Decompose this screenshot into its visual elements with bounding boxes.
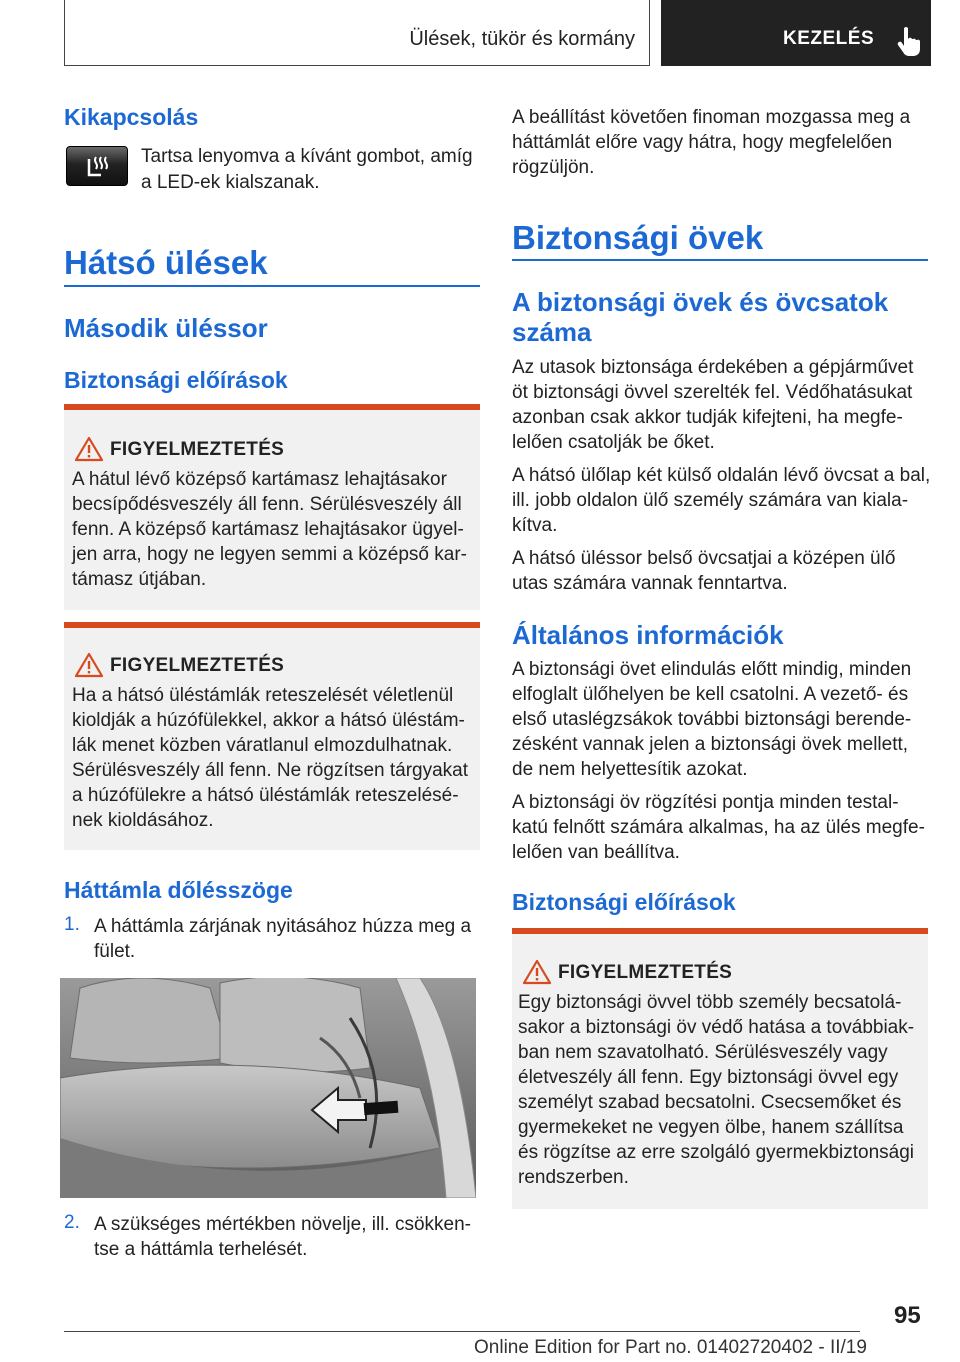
step-1-line-2: fület. — [94, 941, 136, 962]
step-2-line-1: A szükséges mértékben növelje, ill. csökken‐ — [94, 1214, 472, 1235]
general2-line: lelően van beállítva. — [512, 842, 680, 863]
edition-text: Online Edition for Part no. 01402720402 - II/19 — [474, 1337, 867, 1358]
hand-pointer-icon — [893, 24, 927, 58]
general2-line: katú felnőtt számára alkalmas, ha az ülés megfe‐ — [512, 817, 925, 838]
warning-line: Sérülésveszély áll fenn. Ne rögzítsen tárgyakat — [72, 760, 469, 781]
warning-line: gyermekeket ne vegyen ölbe, hanem szállítsa — [518, 1117, 904, 1138]
warning-triangle-icon — [522, 959, 552, 985]
rear-seat-illustration — [60, 978, 476, 1198]
sub-heading-second-row: Második üléssor — [64, 313, 268, 343]
intro-line: A beállítást követően finoman mozgassa meg a — [512, 107, 911, 128]
general-line: zésként vannak jelen a biztonsági övek mellett, — [512, 734, 909, 755]
step-1-line-1: A háttámla zárjának nyitásához húzza meg a — [94, 916, 472, 937]
warning-line: és rögzítse az erre szolgáló gyermekbiztonsági — [518, 1142, 915, 1163]
count-line: azonban csak akkor tudják kifejteni, ha megfe‐ — [512, 407, 903, 428]
safety-heading-right: Biztonsági előírások — [512, 889, 736, 915]
kikapcsolas-line-1: Tartsa lenyomva a kívánt gombot, amíg — [141, 146, 473, 167]
general-line: elfoglalt ülőhelyen be kell csatolni. A vezető- és — [512, 684, 909, 705]
warning-line: ban nem szavatolható. Sérülésveszély vagy — [518, 1042, 888, 1063]
count3-line: utas számára vannak fenntartva. — [512, 573, 788, 594]
warning-line: nek kioldásához. — [72, 810, 214, 831]
warning-title: FIGYELMEZTETÉS — [558, 962, 733, 983]
warning-line: fenn. A középső kartámasz lehajtásakor ügyel‐ — [72, 519, 464, 540]
warning-title: FIGYELMEZTETÉS — [110, 439, 285, 460]
section-heading-seatbelts: Biztonsági övek — [512, 219, 764, 256]
warning-box-1 — [64, 404, 480, 610]
kikapcsolas-line-2: a LED-ek kialszanak. — [141, 172, 320, 193]
warning-line: Ha a hátsó üléstámlák reteszelését véletlenül — [72, 685, 454, 706]
section-rule — [64, 285, 480, 287]
general-info-heading: Általános információk — [512, 620, 784, 650]
general-line: A biztonsági övet elindulás előtt mindig, minden — [512, 659, 912, 680]
step-number-1: 1. — [64, 914, 80, 935]
count-line: Az utasok biztonsága érdekében a gépjárművet — [512, 357, 914, 378]
section-rule — [512, 259, 928, 261]
safety-heading-left: Biztonsági előírások — [64, 367, 288, 393]
count-line: lelően csatolják be őket. — [512, 432, 715, 453]
warning-title: FIGYELMEZTETÉS — [110, 655, 285, 676]
kikapcsolas-heading: Kikapcsolás — [64, 104, 199, 130]
warning-line: támasz útjában. — [72, 569, 207, 590]
count2-line: kítva. — [512, 515, 558, 536]
footer-rule — [64, 1331, 860, 1332]
step-number-2: 2. — [64, 1212, 80, 1233]
header-section-box — [64, 0, 650, 66]
warning-line: rendszerben. — [518, 1167, 629, 1188]
warning-line: A hátul lévő középső kartámasz lehajtásakor — [72, 469, 447, 490]
warning-triangle-icon — [74, 436, 104, 462]
page-number: 95 — [894, 1302, 921, 1329]
count-heading-line-1: A biztonsági övek és övcsatok — [512, 287, 889, 317]
rear-seat-backrest-photo — [60, 978, 476, 1198]
backrest-heading: Háttámla dőlésszöge — [64, 877, 293, 903]
general-line: de nem helyettesítik azokat. — [512, 759, 748, 780]
count2-line: A hátsó ülőlap két külső oldalán lévő övcsat a bal, — [512, 465, 931, 486]
warning-triangle-icon — [74, 652, 104, 678]
count-line: öt biztonsági övvel szerelték fel. Védőhatásukat — [512, 382, 913, 403]
count-heading-line-2: száma — [512, 317, 592, 347]
count2-line: ill. jobb oldalon ülő személy számára van kiala‐ — [512, 490, 909, 511]
seat-heating-icon — [67, 147, 129, 187]
general2-line: A biztonsági öv rögzítési pontja minden testal‐ — [512, 792, 899, 813]
warning-line: személyt szabad becsatolni. Csecsemőket és — [518, 1092, 902, 1113]
general-line: első utaslégzsákok további biztonsági berende‐ — [512, 709, 912, 730]
intro-line: rögzüljön. — [512, 157, 595, 178]
warning-line: Egy biztonsági övvel több személy becsatolá‐ — [518, 992, 902, 1013]
step-2-line-2: tse a háttámla terhelését. — [94, 1239, 308, 1260]
section-heading-rear-seats: Hátsó ülések — [64, 244, 268, 281]
header-chapter-box — [661, 0, 931, 66]
warning-line: kioldják a húzófülekkel, akkor a hátsó üléstám‐ — [72, 710, 465, 731]
warning-line: jen arra, hogy ne legyen semmi a középső kar‐ — [72, 544, 467, 565]
warning-line: sakor a biztonsági öv védő hatása a továbbiak‐ — [518, 1017, 915, 1038]
intro-line: háttámlát előre vagy hátra, hogy megfelelően — [512, 132, 893, 153]
warning-line: becsípődésveszély áll fenn. Sérülésveszély áll — [72, 494, 462, 515]
warning-line: a húzófülekre a hátsó üléstámlák reteszelésé‐ — [72, 785, 459, 806]
warning-box-2 — [64, 622, 480, 850]
section-title: Ülések, tükör és kormány — [409, 28, 635, 50]
warning-line: lák menet közben váratlanul elmozdulhatnak. — [72, 735, 453, 756]
count3-line: A hátsó üléssor belső övcsatjai a középen ülő — [512, 548, 896, 569]
seat-heating-button-image — [66, 146, 128, 186]
warning-box-3 — [512, 928, 928, 1209]
warning-line: életveszély áll fenn. Egy biztonsági övvel egy — [518, 1067, 899, 1088]
chapter-title: KEZELÉS — [783, 28, 875, 49]
